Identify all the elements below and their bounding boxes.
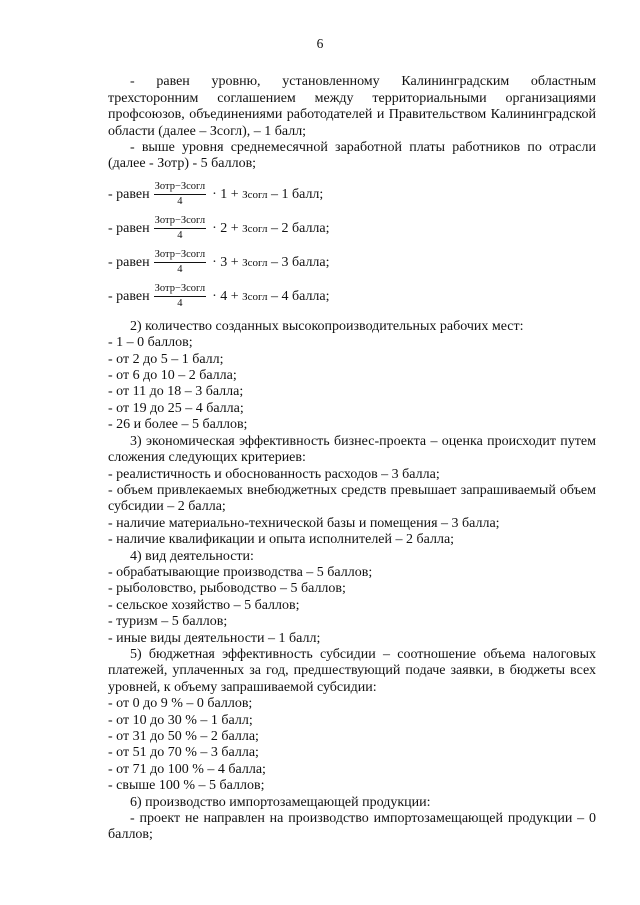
page-number: 6 — [316, 36, 324, 51]
fraction-numerator: Зотр−Зсогл — [154, 181, 206, 195]
section-4-title: 4) вид деятельности: — [130, 548, 254, 564]
formula-sub: Зсогл — [242, 290, 268, 303]
list-item: - от 2 до 5 – 1 балл; — [108, 351, 224, 367]
list-item: - от 11 до 18 – 3 балла; — [108, 384, 244, 400]
list-item: - свыше 100 % – 5 баллов; — [108, 778, 265, 794]
list-item: - от 31 до 50 % – 2 балла; — [108, 729, 259, 744]
list-item: - объем привлекаемых внебюджетных средств превышает запрашиваемый объем субсидии – 2 балла; — [108, 482, 596, 515]
fraction-denominator: 4 — [177, 298, 183, 310]
list-item: - иные виды деятельности – 1 балл; — [108, 630, 321, 646]
list-item: - рыболовство, рыбоводство – 5 баллов; — [108, 581, 346, 597]
formula-fraction — [154, 283, 206, 310]
fraction-numerator: Зотр−Зсогл — [154, 249, 206, 263]
list-item: - 26 и более – 5 баллов; — [108, 417, 248, 433]
formula-sub: Зсогл — [242, 188, 268, 201]
formula-multiplier: · 1 + — [212, 186, 239, 202]
formula-multiplier: · 3 + — [212, 254, 239, 270]
list-item: - проект не направлен на производство импортозамещающей продукции – 0 баллов; — [108, 811, 596, 843]
list-item: - от 19 до 25 – 4 балла; — [108, 400, 244, 416]
formula-prefix: - равен — [108, 288, 150, 304]
list-item: - от 6 до 10 – 2 балла; — [108, 368, 237, 384]
list-item: - туризм – 5 баллов; — [108, 614, 228, 630]
list-item: - реалистичность и обоснованность расходов – 3 балла; — [108, 466, 440, 482]
fraction-numerator: Зотр−Зсогл — [154, 283, 206, 297]
formula-multiplier: · 4 + — [212, 288, 239, 304]
section-6-title: 6) производство импортозамещающей продукции: — [130, 794, 431, 810]
formula-row-2 — [108, 212, 596, 246]
formula-fraction — [154, 249, 206, 276]
list-item: - сельское хозяйство – 5 баллов; — [108, 597, 300, 613]
formula-suffix: – 2 балла; — [270, 220, 330, 236]
fraction-denominator: 4 — [177, 264, 183, 276]
section-2-title: 2) количество созданных высокопроизводительных рабочих мест: — [130, 318, 524, 334]
formula-prefix: - равен — [108, 220, 150, 236]
formula-prefix: - равен — [108, 254, 150, 270]
list-item: - от 71 до 100 % – 4 балла; — [108, 761, 266, 777]
list-item: - 1 – 0 баллов; — [108, 335, 193, 351]
list-item: - от 10 до 30 % – 1 балл; — [108, 712, 253, 728]
fraction-denominator: 4 — [177, 196, 183, 208]
formula-sub: Зсогл — [242, 222, 268, 235]
fraction-denominator: 4 — [177, 230, 183, 242]
list-item: - наличие материально-технической базы и помещения – 3 балла; — [108, 515, 500, 531]
list-item: - обрабатывающие производства – 5 баллов; — [108, 564, 373, 580]
intro-equal-level: - равен уровню, установленному Калининградским областным трехсторонним соглашением между территориальными организациями профсоюзов, объединениями работодателей и Правительством Калининградской области (далее – Зсогл), – 1 балл; — [108, 74, 596, 139]
list-item: - от 51 до 70 % – 3 балла; — [108, 745, 259, 761]
fraction-numerator: Зотр−Зсогл — [154, 215, 206, 229]
formula-fraction — [154, 181, 206, 208]
formula-suffix: – 4 балла; — [270, 288, 330, 304]
list-item: - наличие квалификации и опыта исполнителей – 2 балла; — [108, 532, 455, 548]
formula-suffix: – 1 балл; — [270, 186, 324, 202]
formula-prefix: - равен — [108, 186, 150, 202]
formula-multiplier: · 2 + — [212, 220, 239, 236]
section-5-title: 5) бюджетная эффективность субсидии – соотношение объема налоговых платежей, уплаченных за год, предшествующий подаче заявки, в бюджеты всех уровней, к объему запрашиваемой субсидии: — [108, 646, 596, 695]
formula-row-4 — [108, 280, 596, 314]
section-3-title: 3) экономическая эффективность бизнес-проекта – оценка происходит путем сложения следующих критериев: — [108, 433, 596, 466]
formula-suffix: – 3 балла; — [270, 254, 330, 270]
formula-row-1 — [108, 178, 596, 212]
formula-row-3 — [108, 246, 596, 280]
formula-fraction — [154, 215, 206, 242]
list-item: - от 0 до 9 % – 0 баллов; — [108, 696, 253, 712]
formula-sub: Зсогл — [242, 256, 268, 269]
intro-above-level: - выше уровня среднемесячной заработной платы работников по отрасли (далее - Зотр) - 5 баллов; — [108, 140, 596, 172]
